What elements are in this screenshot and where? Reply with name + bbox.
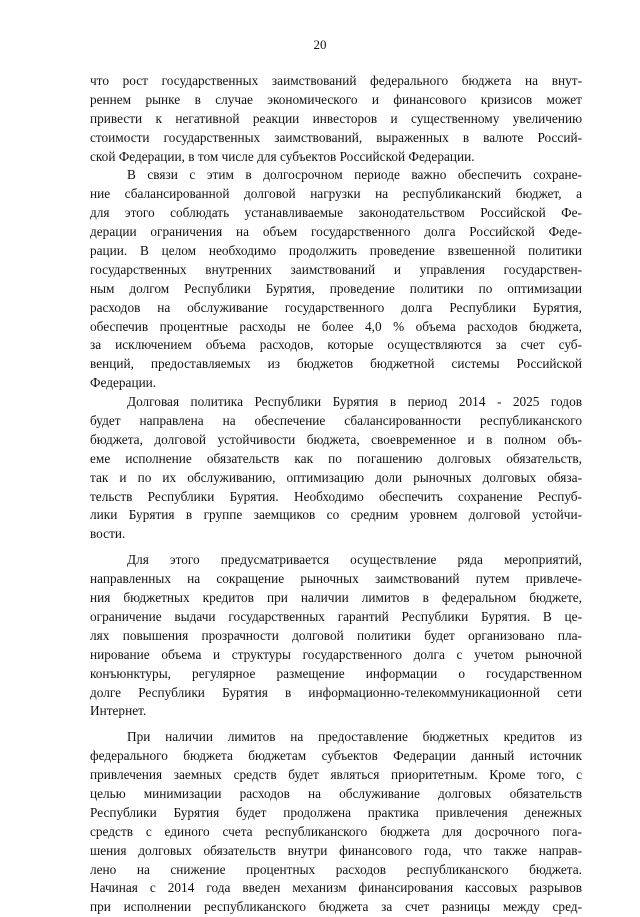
text-line: венций, предоставляемых из бюджетов бюджетной системы Российской [90, 356, 582, 372]
text-line: что рост государственных заимствований федерального бюджета на внут- [90, 73, 582, 88]
text-line: при исполнении республиканского бюджета за счет разницы между сред- [90, 899, 582, 915]
text-line: реннем рынке в случае экономического и финансового кризисов может [90, 91, 582, 107]
text-line: целью минимизации расходов на обслуживание долговых обязательств [90, 785, 582, 801]
text-line: В связи с этим в долгосрочном периоде важно обеспечить сохране- [127, 167, 582, 183]
text-line: ограничение выдачи государственных гарантий Республики Бурятия. В це- [90, 608, 582, 624]
text-line: ния бюджетных кредитов при наличии лимитов в федеральном бюджете, [90, 590, 582, 606]
text-line: еме исполнение обязательств как по погашению долговых обязательств, [90, 450, 582, 466]
text-line: шения долговых обязательств внутри финансового года, что также направ- [90, 842, 582, 858]
text-line: для этого соблюдать устанавливаемые законодательством Российской Фе- [90, 205, 582, 221]
text-line: дерации ограничения на объем государственного долга Российской Феде- [90, 224, 582, 240]
text-line: стоимости государственных заимствований, выраженных в валюте Россий- [90, 129, 582, 145]
text-line: При наличии лимитов на предоставление бюджетных кредитов из [127, 729, 582, 745]
text-line: средств с единого счета республиканского бюджета для досрочного пога- [90, 823, 582, 839]
text-line: ным долгом Республики Бурятия, проведение политики по оптимизации [90, 280, 582, 296]
document-body [90, 72, 582, 917]
text-line: привлечения заемных средств будет являться приоритетным. Кроме того, с [90, 767, 582, 783]
paragraph-spacer [90, 721, 582, 728]
text-line: за исключением объема расходов, которые осуществляются за счет суб- [90, 337, 582, 353]
text-line: Федерации. [90, 375, 157, 391]
text-line: бюджета, долговой устойчивости бюджета, своевременное и в полном объ- [90, 431, 582, 447]
paragraph [90, 72, 582, 166]
text-line: федерального бюджета бюджетам субъектов Федерации данный источник [90, 748, 582, 764]
text-line: лено на снижение процентных расходов республиканского бюджета. [90, 861, 582, 877]
text-line: лики Бурятия в группе заемщиков со средним уровнем долговой устойчи- [90, 507, 582, 523]
page-number: 20 [313, 37, 327, 52]
text-line: привести к негативной реакции инвесторов и существенному увеличению [90, 110, 582, 126]
text-line: Интернет. [90, 703, 147, 719]
text-line: Долговая политика Республики Бурятия в период 2014 - 2025 годов [127, 394, 582, 410]
text-line: вости. [90, 526, 126, 542]
text-line: тельств Республики Бурятия. Необходимо обеспечить сохранение Респуб- [90, 488, 582, 504]
paragraph [90, 551, 582, 721]
text-line: государственных внутренних заимствований и управления государствен- [90, 261, 582, 277]
paragraph-spacer [90, 544, 582, 551]
text-line: лях повышения прозрачности долговой политики будет организовано пла- [90, 627, 582, 643]
text-line: рации. В целом необходимо продолжить проведение взвешенной политики [90, 243, 582, 259]
text-line: Республики Бурятия будет продолжена практика привлечения денежных [90, 804, 582, 820]
text-line: Начиная с 2014 года введен механизм финансирования кассовых разрывов [90, 880, 582, 896]
text-line: нирование объема и структуры государственного долга с учетом рыночной [90, 646, 582, 662]
text-line: конъюнктуры, регулярное размещение информации о государственном [90, 665, 582, 681]
text-line: ской Федерации, в том числе для субъектов Российской Федерации. [90, 148, 475, 164]
text-line: обеспечив процентные расходы не более 4,0 % объема расходов бюджета, [90, 318, 582, 334]
text-line: ние сбалансированной долговой нагрузки на республиканский бюджет, а [90, 186, 582, 202]
text-line: так и по их обслуживанию, оптимизацию доли рыночных долговых обяза- [90, 469, 582, 485]
text-line: будет направлена на обеспечение сбалансированности республиканского [90, 413, 582, 429]
text-line: расходов на обслуживание государственного долга Республики Бурятия, [90, 299, 582, 315]
paragraph [90, 166, 582, 393]
text-line: долге Республики Бурятия в информационно-телекоммуникационной сети [90, 684, 582, 700]
text-line: Для этого предусматривается осуществление ряда мероприятий, [127, 552, 582, 568]
paragraph [90, 728, 582, 917]
text-line: направленных на сокращение рыночных заимствований путем привлече- [90, 571, 582, 587]
paragraph [90, 393, 582, 544]
